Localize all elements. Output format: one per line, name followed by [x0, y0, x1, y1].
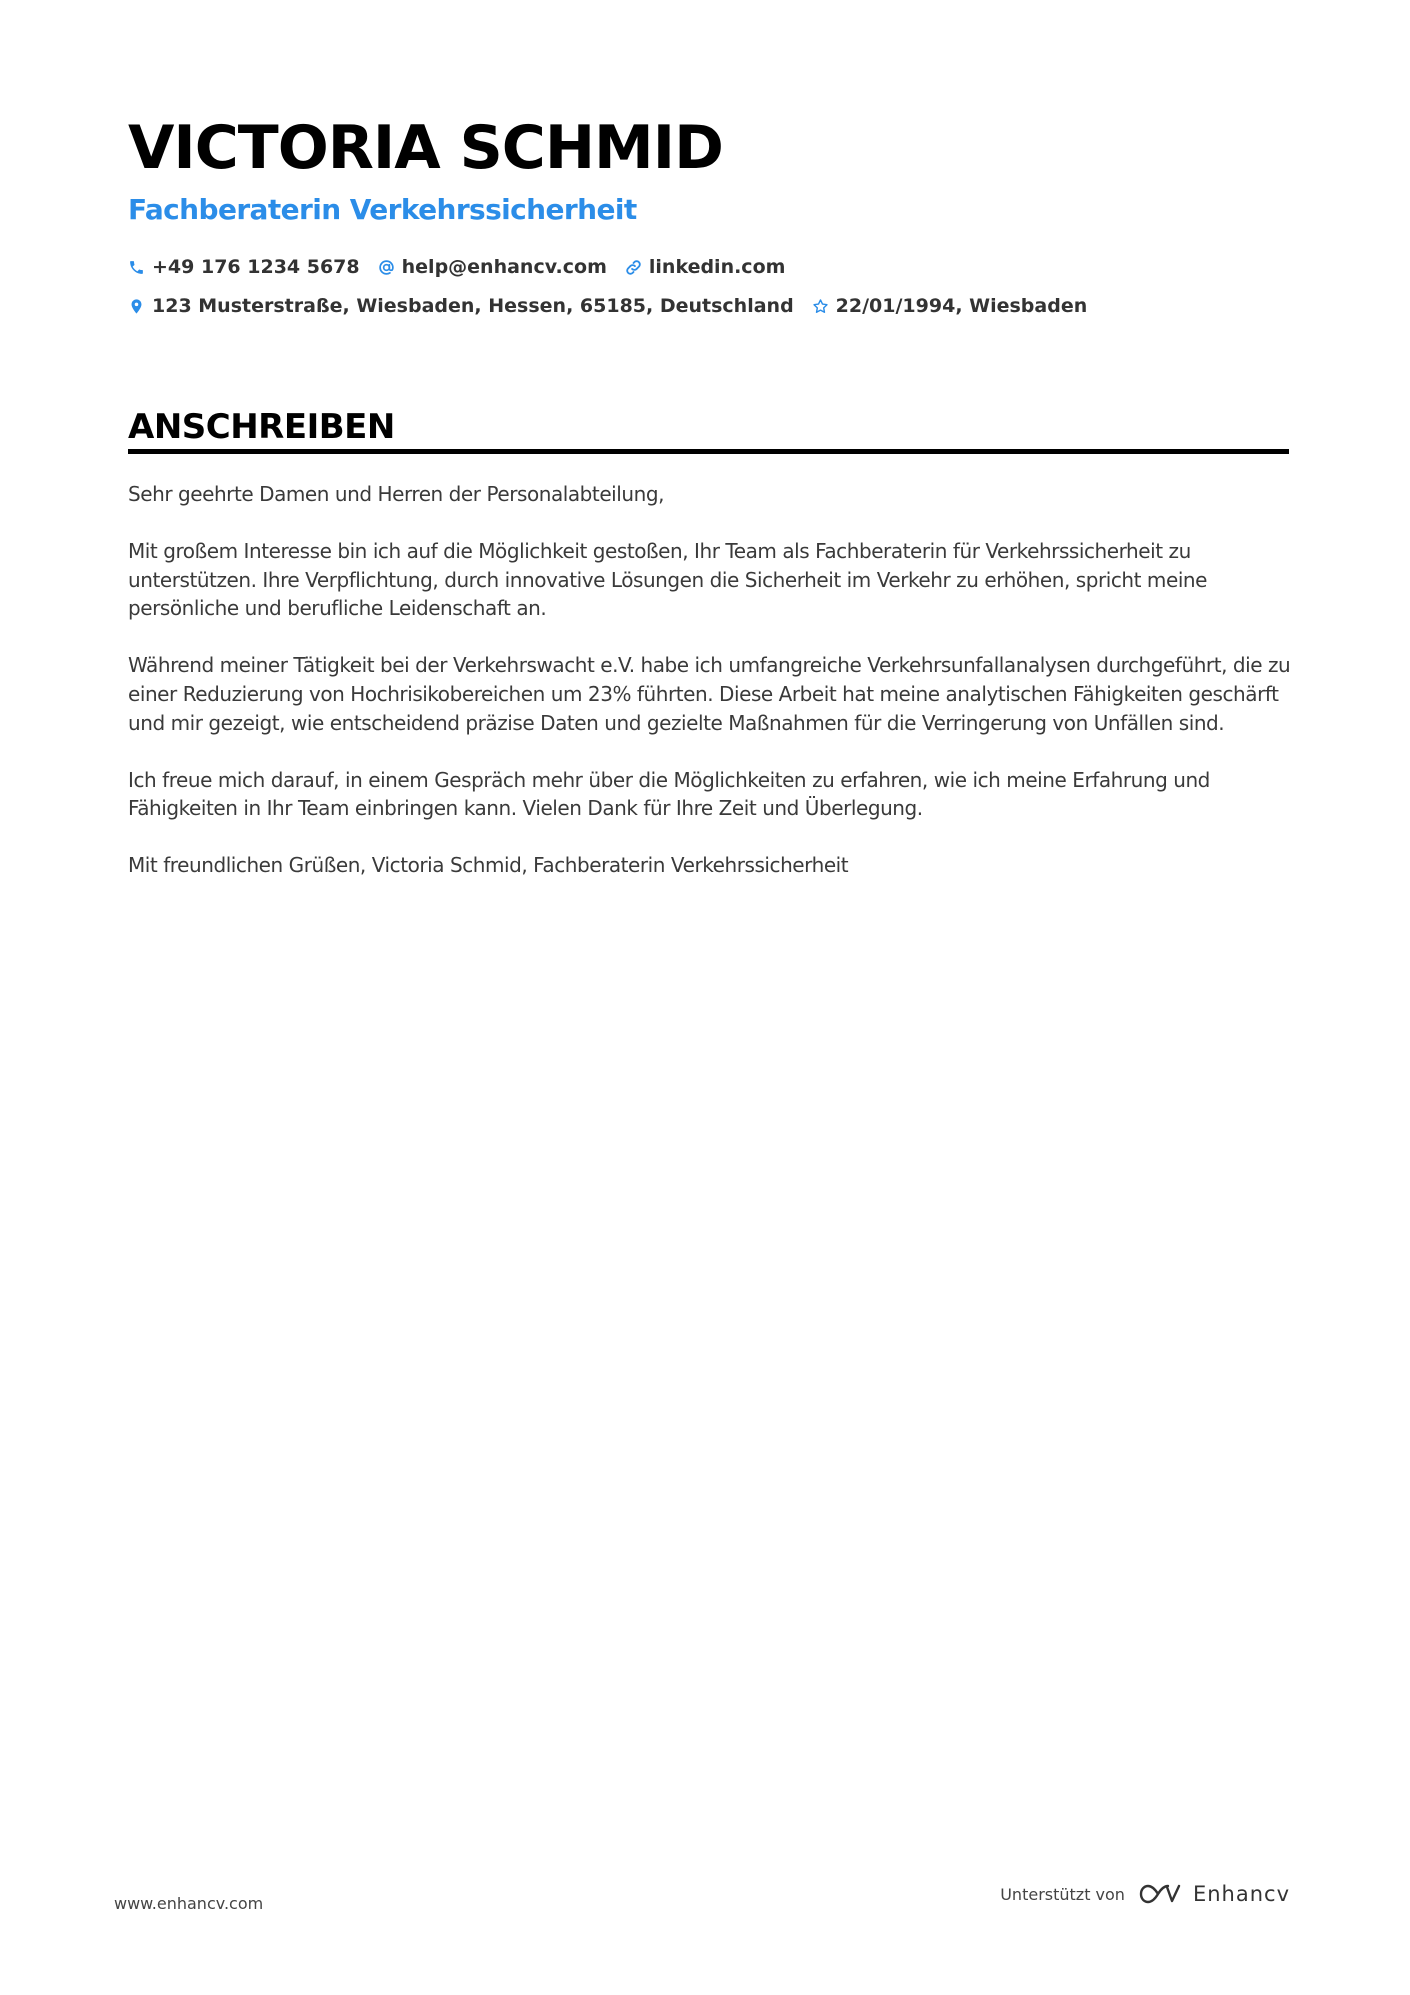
section-title: ANSCHREIBEN [128, 407, 395, 447]
candidate-title: Fachberaterin Verkehrssicherheit [128, 193, 637, 226]
star-icon [812, 298, 829, 315]
footer-website[interactable]: www.enhancv.com [114, 1894, 264, 1913]
contact-row-primary [128, 253, 785, 281]
letter-closing: Mit freundlichen Grüßen, Victoria Schmid, Fachberaterin Verkehrssicherheit [128, 853, 849, 878]
letter-salutation: Sehr geehrte Damen und Herren der Personalabteilung, [128, 482, 664, 506]
letter-paragraph: Ich freue mich darauf, in einem Gespräch mehr über die Möglichkeiten zu erfahren, wie ich meine Erfahrung und Fähigkeiten in Ihr Team einbringen kann. Vielen Dank für Ihre Zeit und Überlegung. [128, 767, 1210, 821]
phone-icon [128, 259, 145, 276]
location-pin-icon [128, 298, 145, 315]
enhancv-logo-text: Enhancv [1192, 1882, 1290, 1906]
contact-link[interactable] [625, 256, 786, 278]
contact-email[interactable] [378, 256, 607, 278]
birth-text: 22/01/1994, Wiesbaden [835, 295, 1088, 317]
contact-phone [128, 256, 360, 278]
contact-address [128, 295, 794, 317]
enhancv-logo[interactable] [1137, 1882, 1290, 1906]
section-divider [128, 449, 1289, 454]
footer-branding [1000, 1882, 1290, 1906]
candidate-name: VICTORIA SCHMID [128, 113, 723, 183]
link-icon [625, 259, 642, 276]
contact-birth [812, 295, 1088, 317]
phone-text: +49 176 1234 5678 [152, 256, 360, 278]
letter-paragraph: Mit großem Interesse bin ich auf die Möglichkeit gestoßen, Ihr Team als Fachberaterin für Verkehrssicherheit zu unterstützen. Ihre Verpflichtung, durch innovative Lösungen die Sicherheit im Verkehr zu erhöhen, spricht meine persönliche und berufliche Leidenschaft an. [128, 539, 1208, 621]
letter-paragraph: Während meiner Tätigkeit bei der Verkehrswacht e.V. habe ich umfangreiche Verkehrsunfallanalysen durchgeführt, die zu einer Reduzierung von Hochrisikobereichen um 23% führten. Diese Arbeit hat meine analytischen Fähigkeiten geschärft und mir gezeigt, wie entscheidend präzise Daten und gezielte Maßnahmen für die Verringerung von Unfällen sind. [128, 653, 1291, 735]
email-text: help@enhancv.com [401, 256, 607, 278]
at-icon [378, 259, 395, 276]
address-text: 123 Musterstraße, Wiesbaden, Hessen, 65185, Deutschland [152, 295, 794, 317]
contact-row-secondary [128, 292, 1087, 320]
powered-by-text: Unterstützt von [1000, 1884, 1125, 1904]
link-text: linkedin.com [648, 256, 786, 278]
cover-letter-body [128, 480, 1293, 908]
enhancv-logo-icon [1137, 1882, 1183, 1906]
